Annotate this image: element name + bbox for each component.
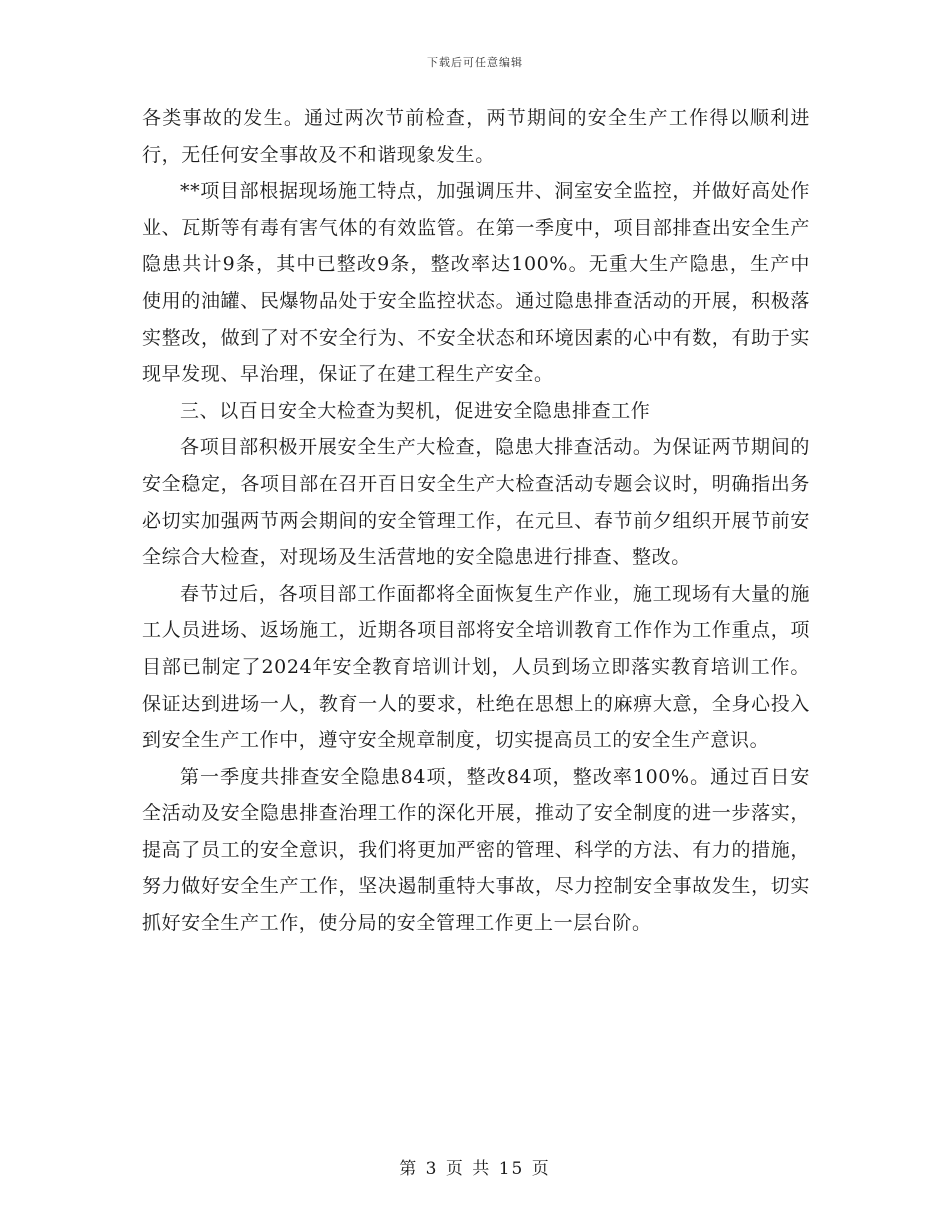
paragraph-3: 各项目部积极开展安全生产大检查，隐患大排查活动。为保证两节期间的安全稳定，各项目部在召开百日安全生产大检查活动专题会议时，明确指出务必切实加强两节两会期间的安全管理工作，在元旦、春节前夕组织开展节前安全综合大检查，对现场及生活营地的安全隐患进行排查、整改。 — [142, 436, 810, 569]
paragraph-1: 各类事故的发生。通过两次节前检查，两节期间的安全生产工作得以顺利进行，无任何安全事故及不和谐现象发生。 — [142, 107, 810, 166]
paragraph-2: **项目部根据现场施工特点，加强调压井、洞室安全监控，并做好高处作业、瓦斯等有毒有害气体的有效监管。在第一季度中，项目部排查出安全生产隐患共计9条，其中已整改9条，整改率达100%。无重大生产隐患，生产中使用的油罐、民爆物品处于安全监控状态。通过隐患排查活动的开展，积极落实整改，做到了对不安全行为、不安全状态和环境因素的心中有数，有助于实现早发现、早治理，保证了在建工程生产安全。 — [142, 180, 810, 386]
section-heading: 三、以百日安全大检查为契机，促进安全隐患排查工作 — [180, 399, 651, 422]
paragraph-5: 第一季度共排查安全隐患84项，整改84项，整改率100%。通过百日安全活动及安全隐患排查治理工作的深化开展，推动了安全制度的进一步落实，提高了员工的安全意识，我们将更加严密的管理、科学的方法、有力的措施，努力做好安全生产工作，坚决遏制重特大事故，尽力控制安全事故发生，切实抓好安全生产工作，使分局的安全管理工作更上一层台阶。 — [142, 765, 810, 935]
paragraph-4: 春节过后，各项目部工作面都将全面恢复生产作业，施工现场有大量的施工人员进场、返场施工，近期各项目部将安全培训教育工作作为工作重点，项目部已制定了2024年安全教育培训计划，人员到场立即落实教育培训工作。保证达到进场一人，教育一人的要求，杜绝在思想上的麻痹大意，全身心投入到安全生产工作中，遵守安全规章制度，切实提高员工的安全生产意识。 — [142, 582, 810, 752]
page-number-footer: 第 3 页 共 15 页 — [399, 1159, 551, 1179]
document-body — [142, 100, 810, 942]
page-header: 下载后可任意编辑 — [427, 56, 523, 69]
